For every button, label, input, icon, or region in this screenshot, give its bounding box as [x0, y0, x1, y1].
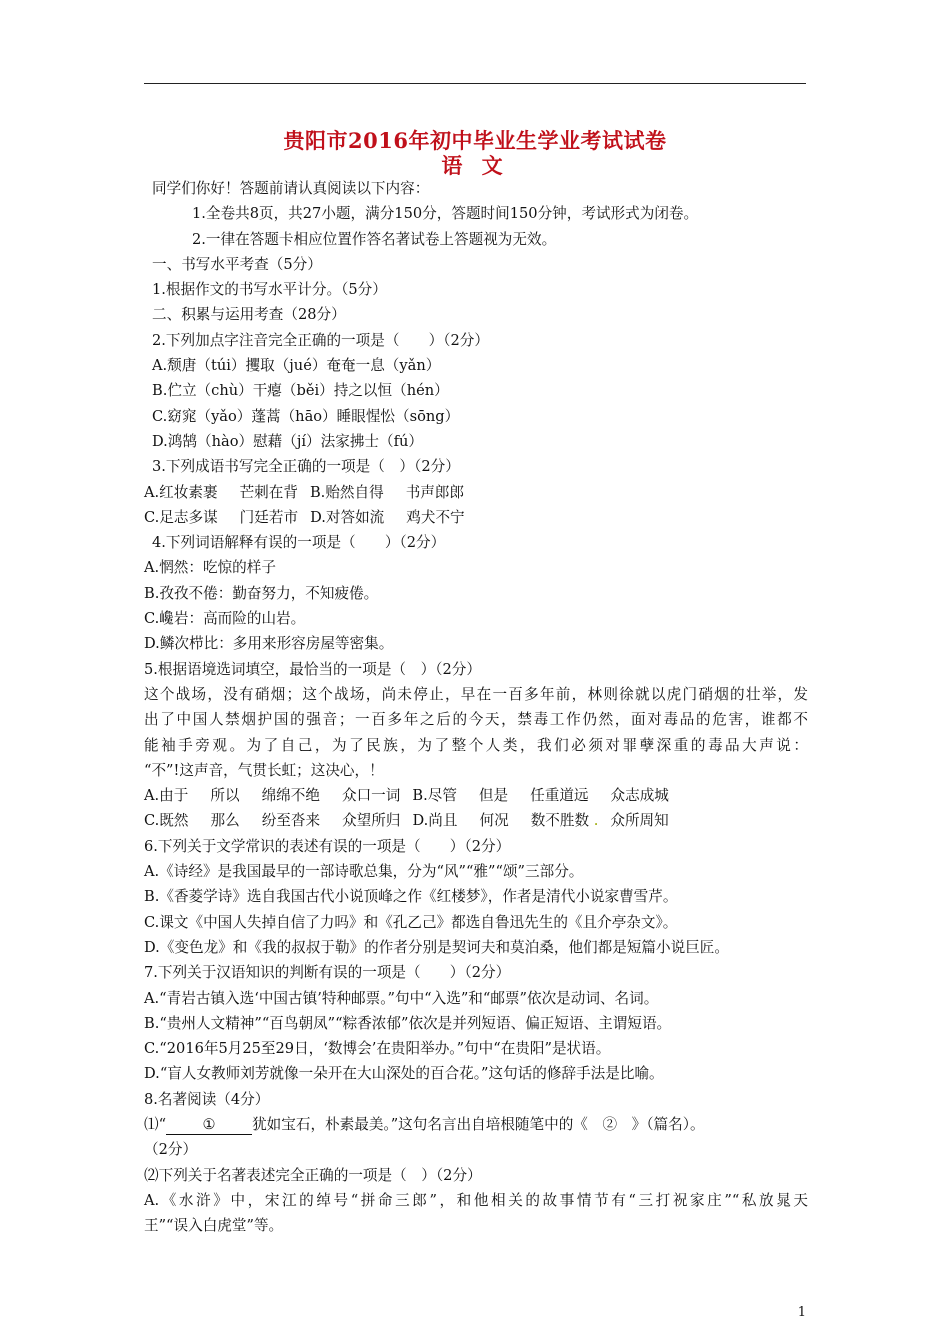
question-4: 4.下列词语解释有误的一项是（ ）（2分）	[152, 534, 446, 552]
instruction-1: 1.全卷共8页，共27小题，满分150分，答题时间150分钟，考试形式为闭卷。	[192, 205, 699, 223]
q5-d-4: 众所周知	[610, 812, 669, 830]
q8-2-option-a-2: 王”“误入白虎堂”等。	[144, 1217, 284, 1235]
q3-b-1: B.贻然自得	[309, 483, 384, 501]
q3-options-ab	[144, 480, 808, 505]
q5-c-3: 纷至沓来	[261, 812, 321, 830]
q5-a-3: 绵绵不绝	[261, 787, 320, 805]
q3-c-2: 门廷若市	[239, 508, 299, 526]
q8-1-open-quote: ⑴“	[144, 1115, 167, 1133]
q5-c-1: C.既然	[144, 812, 189, 830]
q5-b-1: B.尽管	[412, 787, 457, 805]
question-5: 5.根据语境选词填空，最恰当的一项是（ ）（2分）	[144, 660, 481, 678]
q5-options-ab	[144, 783, 808, 808]
q5-b-2: 但是	[478, 787, 509, 805]
header-rule	[144, 83, 806, 84]
q5-options-cd	[144, 808, 808, 833]
q5-a-4: 众口一词	[341, 787, 401, 805]
q4-option-d: D.鳞次栉比：多用来形容房屋等密集。	[144, 635, 394, 653]
q5-b-3: 任重道远	[530, 787, 589, 805]
q4-option-b: B.孜孜不倦：勤奋努力，不知疲倦。	[144, 584, 379, 602]
q7-option-c: C.“2016年5月25至29日，‘数博会’在贵阳举办。”句中“在贵阳”是状语。	[144, 1040, 611, 1058]
intro-line: 同学们你好！答题前请认真阅读以下内容：	[152, 180, 430, 197]
q7-option-a: A.“青岩古镇入选‘中国古镇’特种邮票。”句中“入选”和“邮票”依次是动词、名词。	[144, 989, 659, 1007]
q8-part-1	[144, 1112, 808, 1137]
question-8: 8.名著阅读（4分）	[144, 1090, 270, 1108]
q5-c-4: 众望所归	[342, 812, 401, 830]
q5-a-2: 所以	[210, 787, 240, 805]
q5-c-2: 那么	[210, 812, 240, 830]
q7-option-b: B.“贵州人文精神”“百鸟朝凤”“粽香浓郁”依次是并列短语、偏正短语、主谓短语。	[144, 1014, 672, 1032]
question-2: 2.下列加点字注音完全正确的一项是（ ）（2分）	[152, 331, 489, 349]
section-1-heading: 一、书写水平考查（5分）	[152, 255, 322, 273]
page-number: 1	[797, 1305, 806, 1320]
question-3: 3.下列成语书写完全正确的一项是（ ）（2分）	[152, 458, 460, 476]
question-6: 6.下列关于文学常识的表述有误的一项是（ ）（2分）	[144, 837, 511, 855]
q8-part-1-score: （2分）	[144, 1141, 198, 1159]
stray-mark: .	[589, 812, 599, 830]
q5-b-4: 众志成城	[610, 787, 669, 805]
q5-passage-3: 能袖手旁观。为了自己，为了民族，为了整个人类，我们必须对罪孽深重的毒品大声说：	[144, 736, 808, 754]
question-1: 1.根据作文的书写水平计分。（5分）	[152, 281, 387, 299]
fill-blank-1[interactable]: ①	[166, 1116, 252, 1135]
q6-option-d: D.《变色龙》和《我的叔叔于勒》的作者分别是契诃夫和莫泊桑，他们都是短篇小说巨匠。	[144, 938, 729, 956]
q2-option-b: B.伫立（chù）干瘪（běi）持之以恒（hén）	[152, 382, 449, 400]
q4-option-c: C.巉岩：高而险的山岩。	[144, 610, 306, 628]
q4-option-a: A.惘然：吃惊的样子	[144, 559, 276, 577]
q3-a-1: A.红妆素裹	[144, 483, 218, 501]
q8-2-option-a-1: A.《水浒》中，宋江的绰号“拼命三郎”，和他相关的故事情节有“三打祝家庄”“私放晁天	[144, 1191, 808, 1209]
exam-title: 贵阳市2016年初中毕业生学业考试试卷	[283, 128, 667, 153]
exam-subject: 语 文	[441, 153, 509, 178]
q2-option-d: D.鸿鹄（hào）慰藉（jí）法家拂士（fú）	[152, 432, 424, 450]
q6-option-b: B.《香菱学诗》选自我国古代小说顶峰之作《红楼梦》，作者是清代小说家曹雪芹。	[144, 888, 678, 906]
q5-d-1: D.尚且	[412, 812, 458, 830]
q8-part-2: ⑵下列关于名著表述完全正确的一项是（ ）（2分）	[144, 1166, 482, 1184]
q5-passage-1: 这个战场，没有硝烟；这个战场，尚未停止，早在一百多年前，林则徐就以虎门硝烟的壮举，发	[144, 685, 808, 703]
q6-option-a: A.《诗经》是我国最早的一部诗歌总集，分为“风”“雅”“颂”三部分。	[144, 863, 584, 881]
question-7: 7.下列关于汉语知识的判断有误的一项是（ ）（2分）	[144, 964, 511, 982]
q5-a-1: A.由于	[144, 787, 189, 805]
q6-option-c: C.课文《中国人失掉自信了力吗》和《孔乙己》都选自鲁迅先生的《且介亭杂文》。	[144, 913, 678, 931]
q3-c-1: C.足志多谋	[144, 508, 218, 526]
q5-passage-2: 出了中国人禁烟护国的强音；一百多年之后的今天，禁毒工作仍然，面对毒品的危害，谁都不	[144, 711, 808, 729]
q3-a-2: 芒刺在背	[239, 483, 298, 501]
q5-passage-4: “不”!这声音，气贯长虹；这决心，！	[144, 761, 384, 779]
q8-1-text: 犹如宝石，朴素最美。”这句名言出自培根随笔中的《 ② 》（篇名）。	[252, 1115, 705, 1133]
q5-d-2: 何况	[479, 812, 509, 830]
q5-d-3: 数不胜数	[530, 812, 590, 830]
instruction-2: 2.一律在答题卡相应位置作答名著试卷上答题视为无效。	[192, 230, 557, 248]
exam-body	[144, 176, 808, 1238]
q7-option-d: D.“盲人女教师刘芳就像一朵开在大山深处的百合花。”这句话的修辞手法是比喻。	[144, 1065, 664, 1083]
q3-d-2: 鸡犬不宁	[406, 508, 465, 526]
q3-b-2: 书声郎郎	[405, 483, 465, 501]
section-2-heading: 二、积累与运用考查（28分）	[152, 306, 346, 324]
q3-d-1: D.对答如流	[310, 508, 385, 526]
q2-option-c: C.窈窕（yǎo）蓬蒿（hāo）睡眼惺忪（sōng）	[152, 407, 460, 425]
q3-options-cd	[144, 505, 808, 530]
q2-option-a: A.颓唐（túi）攫取（jué）奄奄一息（yǎn）	[152, 357, 441, 375]
